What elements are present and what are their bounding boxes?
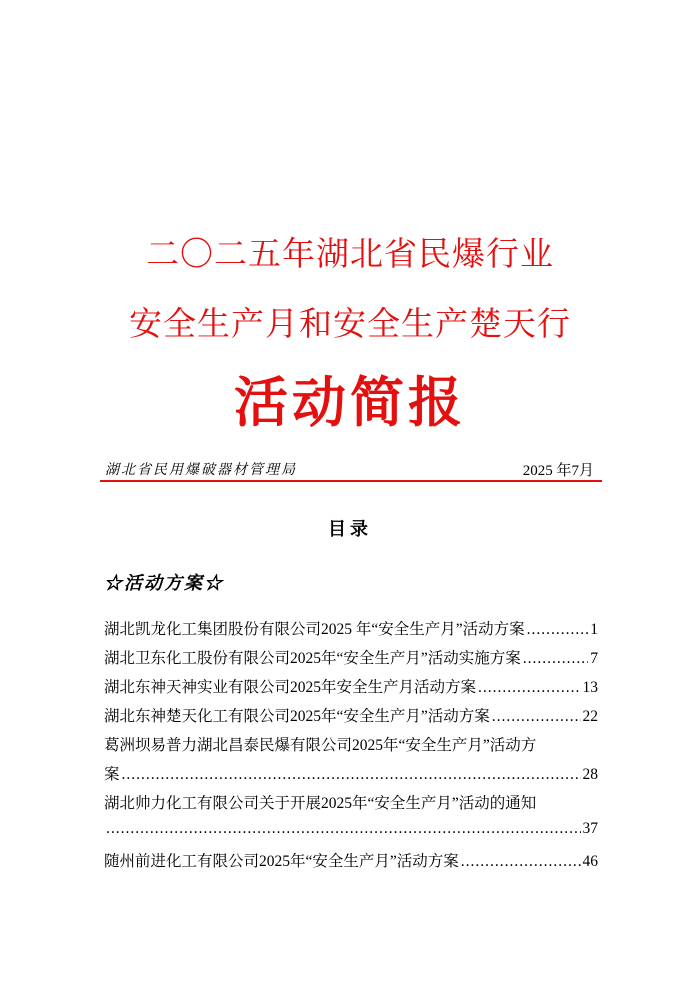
toc-leader-dots	[478, 679, 580, 697]
toc-entry-text: 葛洲坝易普力湖北昌泰民爆有限公司2025年“安全生产月”活动方	[104, 737, 537, 754]
toc-entry-continuation[interactable]	[104, 820, 598, 849]
toc-entry-page: 13	[582, 679, 598, 696]
table-of-contents	[104, 617, 598, 878]
issuer-name: 湖北省民用爆破器材管理局	[105, 462, 297, 478]
toc-entry-text-cont: 案	[104, 766, 120, 783]
title-line-1: 二〇二五年湖北省民爆行业	[146, 234, 554, 273]
toc-section-heading: ☆活动方案☆	[104, 573, 224, 594]
toc-entry[interactable]	[104, 704, 598, 733]
toc-entry[interactable]	[104, 646, 598, 675]
toc-entry[interactable]	[104, 617, 598, 646]
toc-title: 目录	[328, 519, 372, 540]
toc-entry-text: 湖北卫东化工股份有限公司2025年“安全生产月”活动实施方案	[104, 650, 521, 667]
toc-entry-page: 37	[582, 820, 598, 837]
issuer-header	[102, 459, 600, 481]
toc-entry-text: 湖北凯龙化工集团股份有限公司2025 年“安全生产月”活动方案	[104, 621, 525, 638]
toc-entry-page: 7	[590, 650, 598, 667]
toc-leader-dots	[122, 766, 581, 784]
toc-entry[interactable]	[104, 675, 598, 704]
toc-leader-dots	[527, 621, 589, 639]
toc-entry-page: 28	[582, 766, 598, 783]
toc-entry[interactable]	[104, 733, 598, 762]
toc-entry-page: 22	[582, 708, 598, 725]
toc-entry[interactable]	[104, 791, 598, 820]
toc-leader-dots	[106, 820, 581, 838]
title-line-2: 安全生产月和安全生产楚天行	[129, 304, 571, 343]
title-line-3: 活动简报	[234, 371, 466, 434]
toc-entry-text: 随州前进化工有限公司2025年“安全生产月”活动方案	[104, 853, 459, 870]
toc-leader-dots	[461, 853, 581, 871]
toc-leader-dots	[492, 708, 581, 726]
issue-date: 2025 年7月	[522, 463, 594, 479]
toc-entry-text: 湖北东神天神实业有限公司2025年安全生产月活动方案	[104, 679, 477, 696]
toc-entry-page: 46	[582, 853, 598, 870]
toc-entry-continuation[interactable]	[104, 762, 598, 791]
toc-entry[interactable]	[104, 849, 598, 878]
toc-leader-dots	[523, 650, 588, 668]
toc-entry-text: 湖北东神楚天化工有限公司2025年“安全生产月”活动方案	[104, 708, 490, 725]
red-divider	[100, 480, 602, 482]
toc-entry-page: 1	[590, 621, 598, 638]
toc-entry-text: 湖北帅力化工有限公司关于开展2025年“安全生产月”活动的通知	[104, 795, 537, 812]
